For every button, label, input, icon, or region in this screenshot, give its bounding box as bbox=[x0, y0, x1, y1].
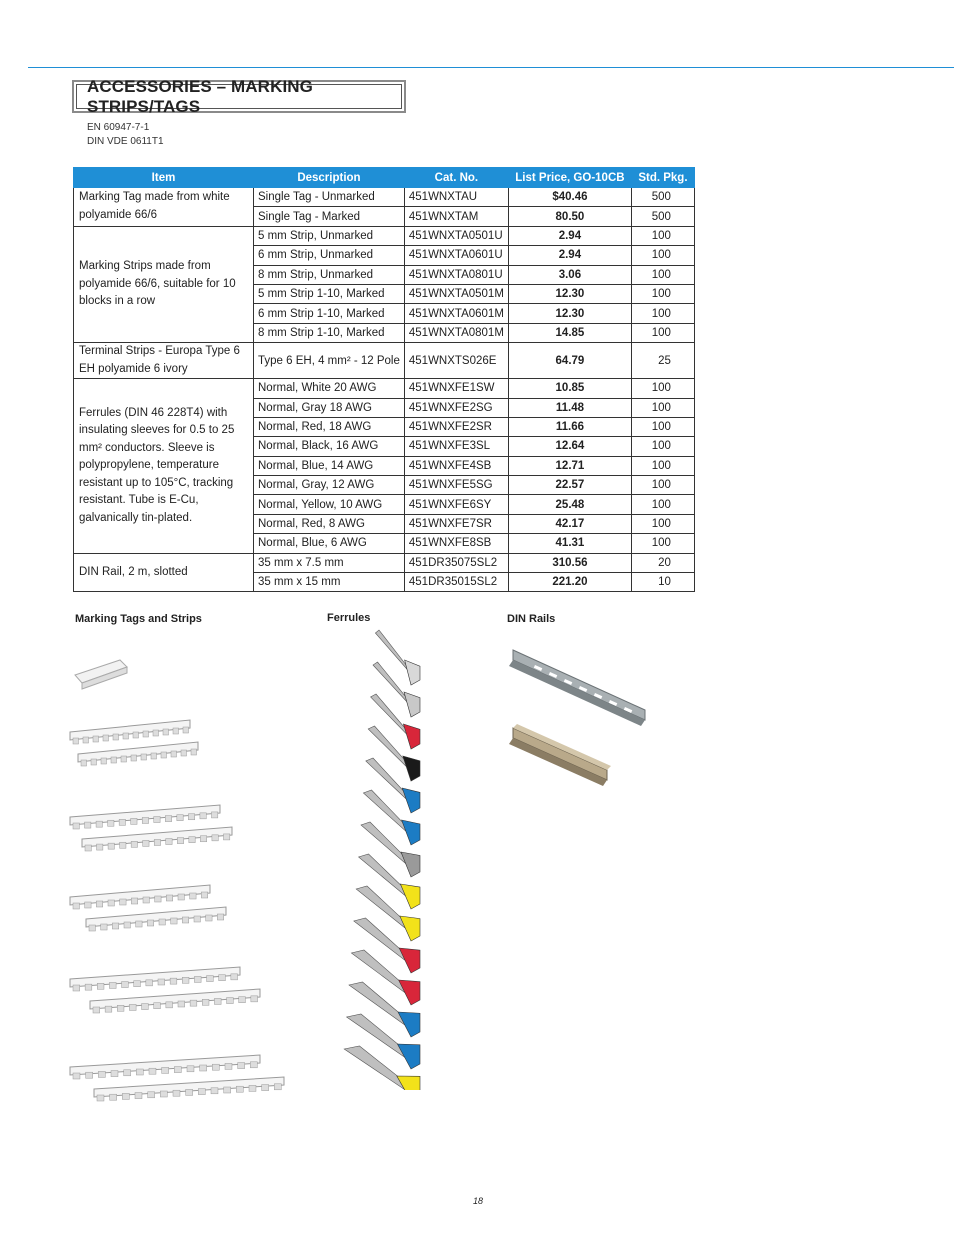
table-row bbox=[74, 226, 695, 245]
standards bbox=[87, 121, 164, 149]
description-cell: Normal, Black, 16 AWG bbox=[254, 437, 405, 456]
pkg-cell: 100 bbox=[631, 284, 694, 303]
item-cell: Terminal Strips - Europa Type 6 EH polyamide 6 ivory bbox=[74, 343, 254, 379]
price-cell: 12.30 bbox=[508, 284, 631, 303]
ferrule-image bbox=[375, 630, 420, 685]
price-cell: 221.20 bbox=[508, 573, 631, 592]
pkg-cell: 100 bbox=[631, 226, 694, 245]
cat-no-cell: 451DR35015SL2 bbox=[404, 573, 508, 592]
price-cell: 64.79 bbox=[508, 343, 631, 379]
pkg-cell: 100 bbox=[631, 514, 694, 533]
description-cell: Normal, Blue, 14 AWG bbox=[254, 456, 405, 475]
pkg-cell: 10 bbox=[631, 573, 694, 592]
single-tag-image bbox=[75, 660, 127, 689]
pkg-cell: 100 bbox=[631, 456, 694, 475]
description-cell: 8 mm Strip, Unmarked bbox=[254, 265, 405, 284]
price-cell: 3.06 bbox=[508, 265, 631, 284]
pkg-cell: 25 bbox=[631, 343, 694, 379]
description-cell: Single Tag - Unmarked bbox=[254, 188, 405, 207]
price-cell: 11.66 bbox=[508, 417, 631, 436]
cat-no-cell: 451WNXTAM bbox=[404, 207, 508, 226]
price-cell: 42.17 bbox=[508, 514, 631, 533]
caption-marking: Marking Tags and Strips bbox=[75, 613, 202, 625]
item-cell: DIN Rail, 2 m, slotted bbox=[74, 553, 254, 592]
description-cell: Normal, Blue, 6 AWG bbox=[254, 534, 405, 553]
marking-strip-image bbox=[70, 720, 190, 744]
table-header-row bbox=[74, 168, 695, 188]
cat-no-cell: 451WNXFE2SR bbox=[404, 417, 508, 436]
pkg-cell: 100 bbox=[631, 398, 694, 417]
description-cell: Type 6 EH, 4 mm² - 12 Pole bbox=[254, 343, 405, 379]
pkg-cell: 100 bbox=[631, 534, 694, 553]
item-cell: Marking Strips made from polyamide 66/6, suitable for 10 blocks in a row bbox=[74, 226, 254, 342]
title-box bbox=[72, 76, 406, 116]
description-cell: 35 mm x 15 mm bbox=[254, 573, 405, 592]
price-cell: 22.57 bbox=[508, 476, 631, 495]
marking-strip-image bbox=[70, 805, 220, 829]
cat-no-cell: 451WNXFE8SB bbox=[404, 534, 508, 553]
cat-no-cell: 451WNXFE6SY bbox=[404, 495, 508, 514]
product-table bbox=[73, 167, 695, 592]
price-cell: 310.56 bbox=[508, 553, 631, 572]
cat-no-cell: 451WNXTAU bbox=[404, 188, 508, 207]
marking-strip-image bbox=[90, 989, 260, 1013]
pkg-cell: 100 bbox=[631, 417, 694, 436]
din-rails-illustration bbox=[505, 640, 655, 790]
cat-no-cell: 451WNXTA0801M bbox=[404, 323, 508, 342]
cat-no-cell: 451WNXTA0601U bbox=[404, 246, 508, 265]
description-cell: 5 mm Strip, Unmarked bbox=[254, 226, 405, 245]
description-cell: 6 mm Strip 1-10, Marked bbox=[254, 304, 405, 323]
header-cat-no: Cat. No. bbox=[404, 168, 508, 188]
item-cell: Ferrules (DIN 46 228T4) with insulating sleeves for 0.5 to 25 mm² conductors. Sleeve is polypropylene, temperature resistant up to 105°C, tracking resistant. Tube is E-Cu, galvanically tin-plated. bbox=[74, 379, 254, 554]
description-cell: Normal, White 20 AWG bbox=[254, 379, 405, 398]
price-cell: 11.48 bbox=[508, 398, 631, 417]
price-cell: 14.85 bbox=[508, 323, 631, 342]
price-cell: 10.85 bbox=[508, 379, 631, 398]
page-number: 18 bbox=[473, 1196, 484, 1206]
pkg-cell: 100 bbox=[631, 379, 694, 398]
table-row bbox=[74, 188, 695, 207]
description-cell: Normal, Gray 18 AWG bbox=[254, 398, 405, 417]
table-row bbox=[74, 553, 695, 572]
top-rule bbox=[28, 67, 954, 68]
cat-no-cell: 451WNXTS026E bbox=[404, 343, 508, 379]
description-cell: 8 mm Strip 1-10, Marked bbox=[254, 323, 405, 342]
price-cell: 25.48 bbox=[508, 495, 631, 514]
din-rail-slotted-image bbox=[509, 650, 645, 726]
caption-ferrules: Ferrules bbox=[327, 612, 371, 624]
cat-no-cell: 451DR35075SL2 bbox=[404, 553, 508, 572]
cat-no-cell: 451WNXFE5SG bbox=[404, 476, 508, 495]
price-cell: 12.64 bbox=[508, 437, 631, 456]
description-cell: 6 mm Strip, Unmarked bbox=[254, 246, 405, 265]
pkg-cell: 100 bbox=[631, 246, 694, 265]
marking-strip-image bbox=[82, 827, 232, 851]
strip-images bbox=[70, 720, 284, 1101]
cat-no-cell: 451WNXTA0501M bbox=[404, 284, 508, 303]
description-cell: 35 mm x 7.5 mm bbox=[254, 553, 405, 572]
item-cell: Marking Tag made from white polyamide 66/6 bbox=[74, 188, 254, 227]
pkg-cell: 100 bbox=[631, 437, 694, 456]
price-cell: 2.94 bbox=[508, 246, 631, 265]
price-cell: 12.30 bbox=[508, 304, 631, 323]
description-cell: Normal, Red, 18 AWG bbox=[254, 417, 405, 436]
description-cell: Normal, Red, 8 AWG bbox=[254, 514, 405, 533]
description-cell: Normal, Gray, 12 AWG bbox=[254, 476, 405, 495]
marking-strip-image bbox=[86, 907, 226, 931]
cat-no-cell: 451WNXTA0601M bbox=[404, 304, 508, 323]
pkg-cell: 100 bbox=[631, 323, 694, 342]
page-title: ACCESSORIES – MARKING STRIPS/TAGS bbox=[76, 84, 402, 109]
table-row bbox=[74, 343, 695, 379]
pkg-cell: 100 bbox=[631, 495, 694, 514]
pkg-cell: 100 bbox=[631, 304, 694, 323]
pkg-cell: 100 bbox=[631, 476, 694, 495]
pkg-cell: 20 bbox=[631, 553, 694, 572]
description-cell: 5 mm Strip 1-10, Marked bbox=[254, 284, 405, 303]
ferrules-illustration bbox=[325, 620, 435, 1090]
cat-no-cell: 451WNXFE2SG bbox=[404, 398, 508, 417]
din-rail-deep-image bbox=[509, 724, 611, 786]
cat-no-cell: 451WNXFE3SL bbox=[404, 437, 508, 456]
price-cell: 80.50 bbox=[508, 207, 631, 226]
caption-din-rails: DIN Rails bbox=[507, 613, 556, 625]
marking-strip-image bbox=[70, 967, 240, 991]
price-cell: $40.46 bbox=[508, 188, 631, 207]
marking-strip-image bbox=[70, 885, 210, 909]
standard-2: DIN VDE 0611T1 bbox=[87, 136, 164, 147]
header-list-price: List Price, GO-10CB bbox=[508, 168, 631, 188]
pkg-cell: 100 bbox=[631, 265, 694, 284]
cat-no-cell: 451WNXFE7SR bbox=[404, 514, 508, 533]
cat-no-cell: 451WNXFE1SW bbox=[404, 379, 508, 398]
price-cell: 41.31 bbox=[508, 534, 631, 553]
description-cell: Normal, Yellow, 10 AWG bbox=[254, 495, 405, 514]
cat-no-cell: 451WNXTA0801U bbox=[404, 265, 508, 284]
pkg-cell: 500 bbox=[631, 207, 694, 226]
cat-no-cell: 451WNXFE4SB bbox=[404, 456, 508, 475]
marking-strips-illustration bbox=[65, 645, 295, 1115]
header-std-pkg: Std. Pkg. bbox=[631, 168, 694, 188]
marking-strip-image bbox=[70, 1055, 260, 1079]
marking-strip-image bbox=[78, 742, 198, 766]
standard-1: EN 60947-7-1 bbox=[87, 122, 150, 133]
cat-no-cell: 451WNXTA0501U bbox=[404, 226, 508, 245]
header-description: Description bbox=[254, 168, 405, 188]
description-cell: Single Tag - Marked bbox=[254, 207, 405, 226]
table-row bbox=[74, 379, 695, 398]
pkg-cell: 500 bbox=[631, 188, 694, 207]
marking-strip-image bbox=[94, 1077, 284, 1101]
price-cell: 12.71 bbox=[508, 456, 631, 475]
header-item: Item bbox=[74, 168, 254, 188]
price-cell: 2.94 bbox=[508, 226, 631, 245]
